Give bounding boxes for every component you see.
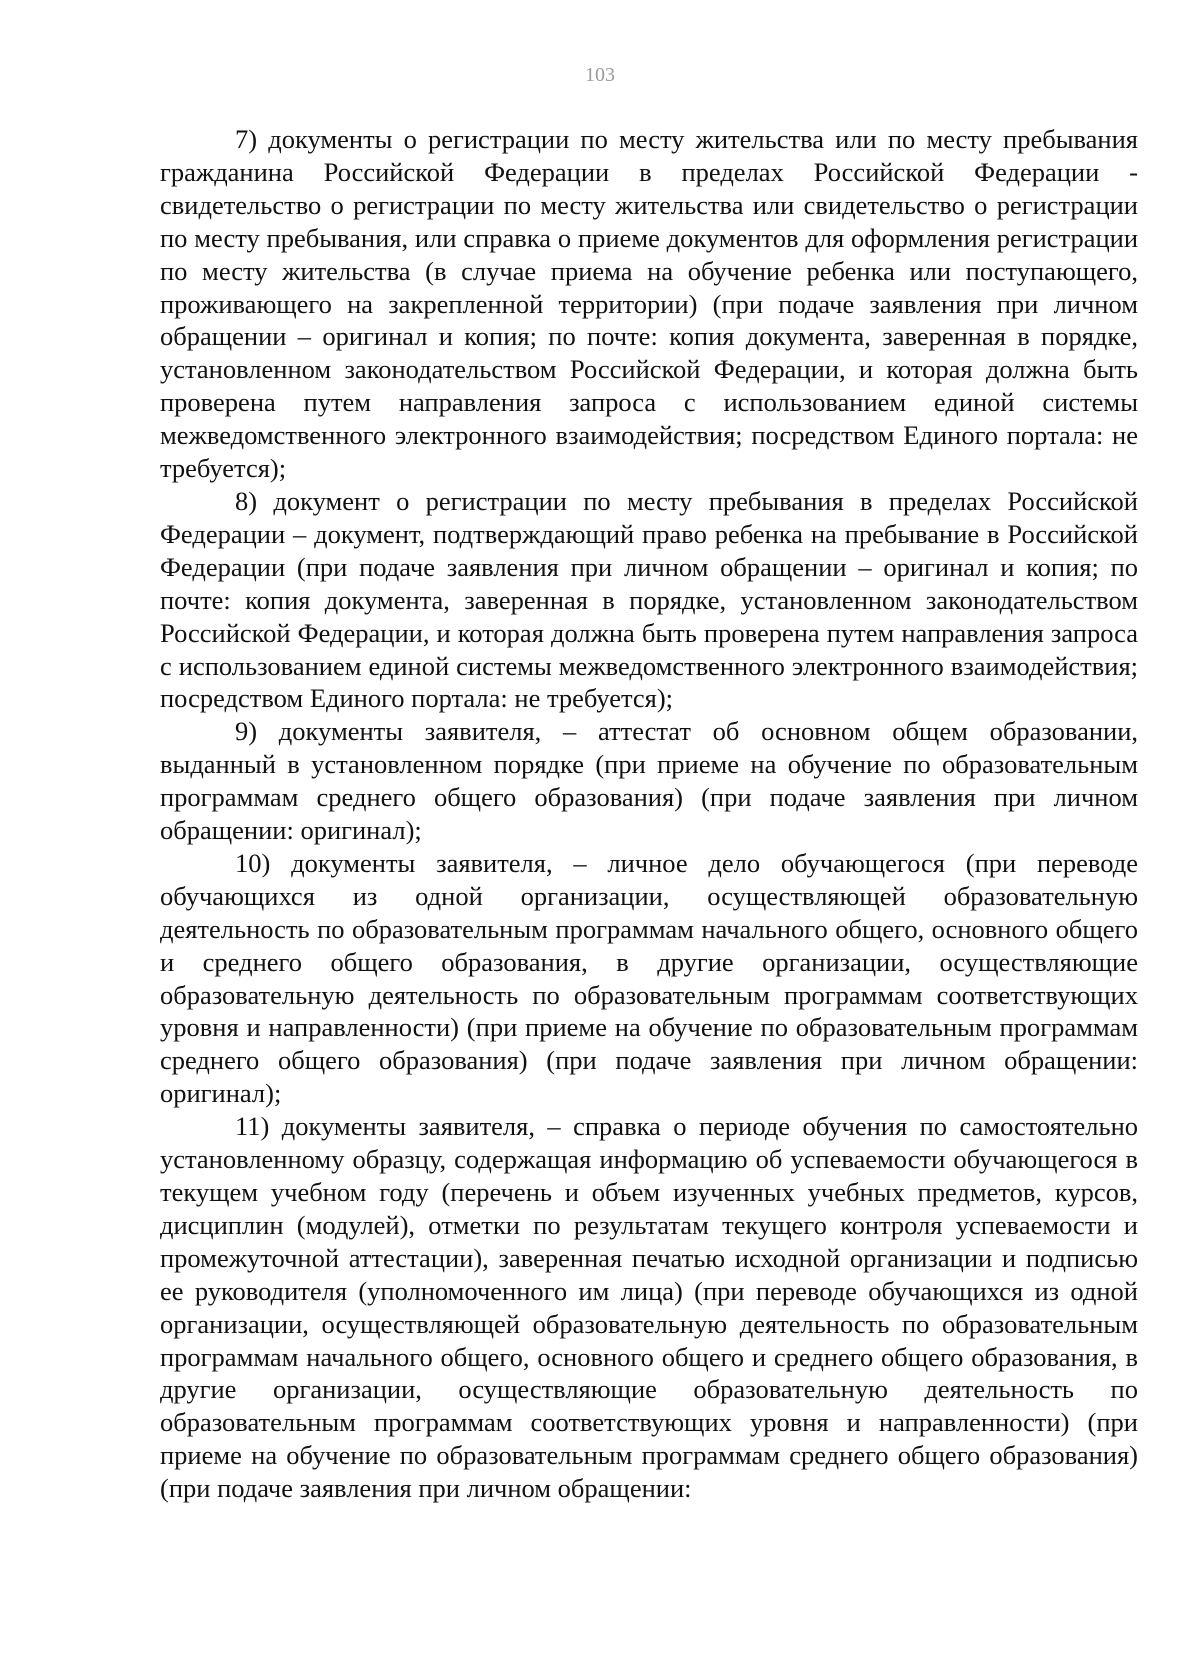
paragraph-item-10: 10) документы заявителя, – личное дело обучающегося (при переводе обучающихся из одной организации, осуществляющей образовательную деятельность по образовательным программам начального общего, основного общего и среднего общего образования, в другие организации, осуществляющие образовательную деятельность по образовательным программам соответствующих уровня и направленности) (при приеме на обучение по образовательным программам среднего общего образования) (при подаче заявления при личном обращении: оригинал); (160, 847, 1138, 1109)
paragraph-item-11: 11) документы заявителя, – справка о периоде обучения по самостоятельно установленному образцу, содержащая информацию об успеваемости обучающегося в текущем учебном году (перечень и объем изученных учебных предметов, курсов, дисциплин (модулей), отметки по результатам текущего контроля успеваемости и промежуточной аттестации), заверенная печатью исходной организации и подписью ее руководителя (уполномоченного им лица) (при переводе обучающихся из одной организации, осуществляющей образовательную деятельность по образовательным программам начального общего, основного общего и среднего общего образования, в другие организации, осуществляющие образовательную деятельность по образовательным программам соответствующих уровня и направленности) (при приеме на обучение по образовательным программам среднего общего образования) (при подаче заявления при личном обращении: (160, 1111, 1138, 1504)
document-body (160, 123, 1138, 1505)
paragraph-item-9: 9) документы заявителя, – аттестат об основном общем образовании, выданный в установленном порядке (при приеме на обучение по образовательным программам среднего общего образования) (при подаче заявления при личном обращении: оригинал); (160, 716, 1138, 846)
paragraph-item-7: 7) документы о регистрации по месту жительства или по месту пребывания гражданина Российской Федерации в пределах Российской Федерации - свидетельство о регистрации по месту жительства или свидетельство о регистрации по месту пребывания, или справка о приеме документов для оформления регистрации по месту жительства (в случае приема на обучение ребенка или поступающего, проживающего на закрепленной территории) (при подаче заявления при личном обращении – оригинал и копия; по почте: копия документа, заверенная в порядке, установленном законодательством Российской Федерации, и которая должна быть проверена путем направления запроса с использованием единой системы межведомственного электронного взаимодействия; посредством Единого портала: не требуется); (160, 124, 1138, 484)
page-number: 103 (585, 64, 615, 86)
paragraph-item-8: 8) документ о регистрации по месту пребывания в пределах Российской Федерации – документ, подтверждающий право ребенка на пребывание в Российской Федерации (при подаче заявления при личном обращении – оригинал и копия; по почте: копия документа, заверенная в порядке, установленном законодательством Российской Федерации, и которая должна быть проверена путем направления запроса с использованием единой системы межведомственного электронного взаимодействия; посредством Единого портала: не требуется); (160, 485, 1138, 714)
